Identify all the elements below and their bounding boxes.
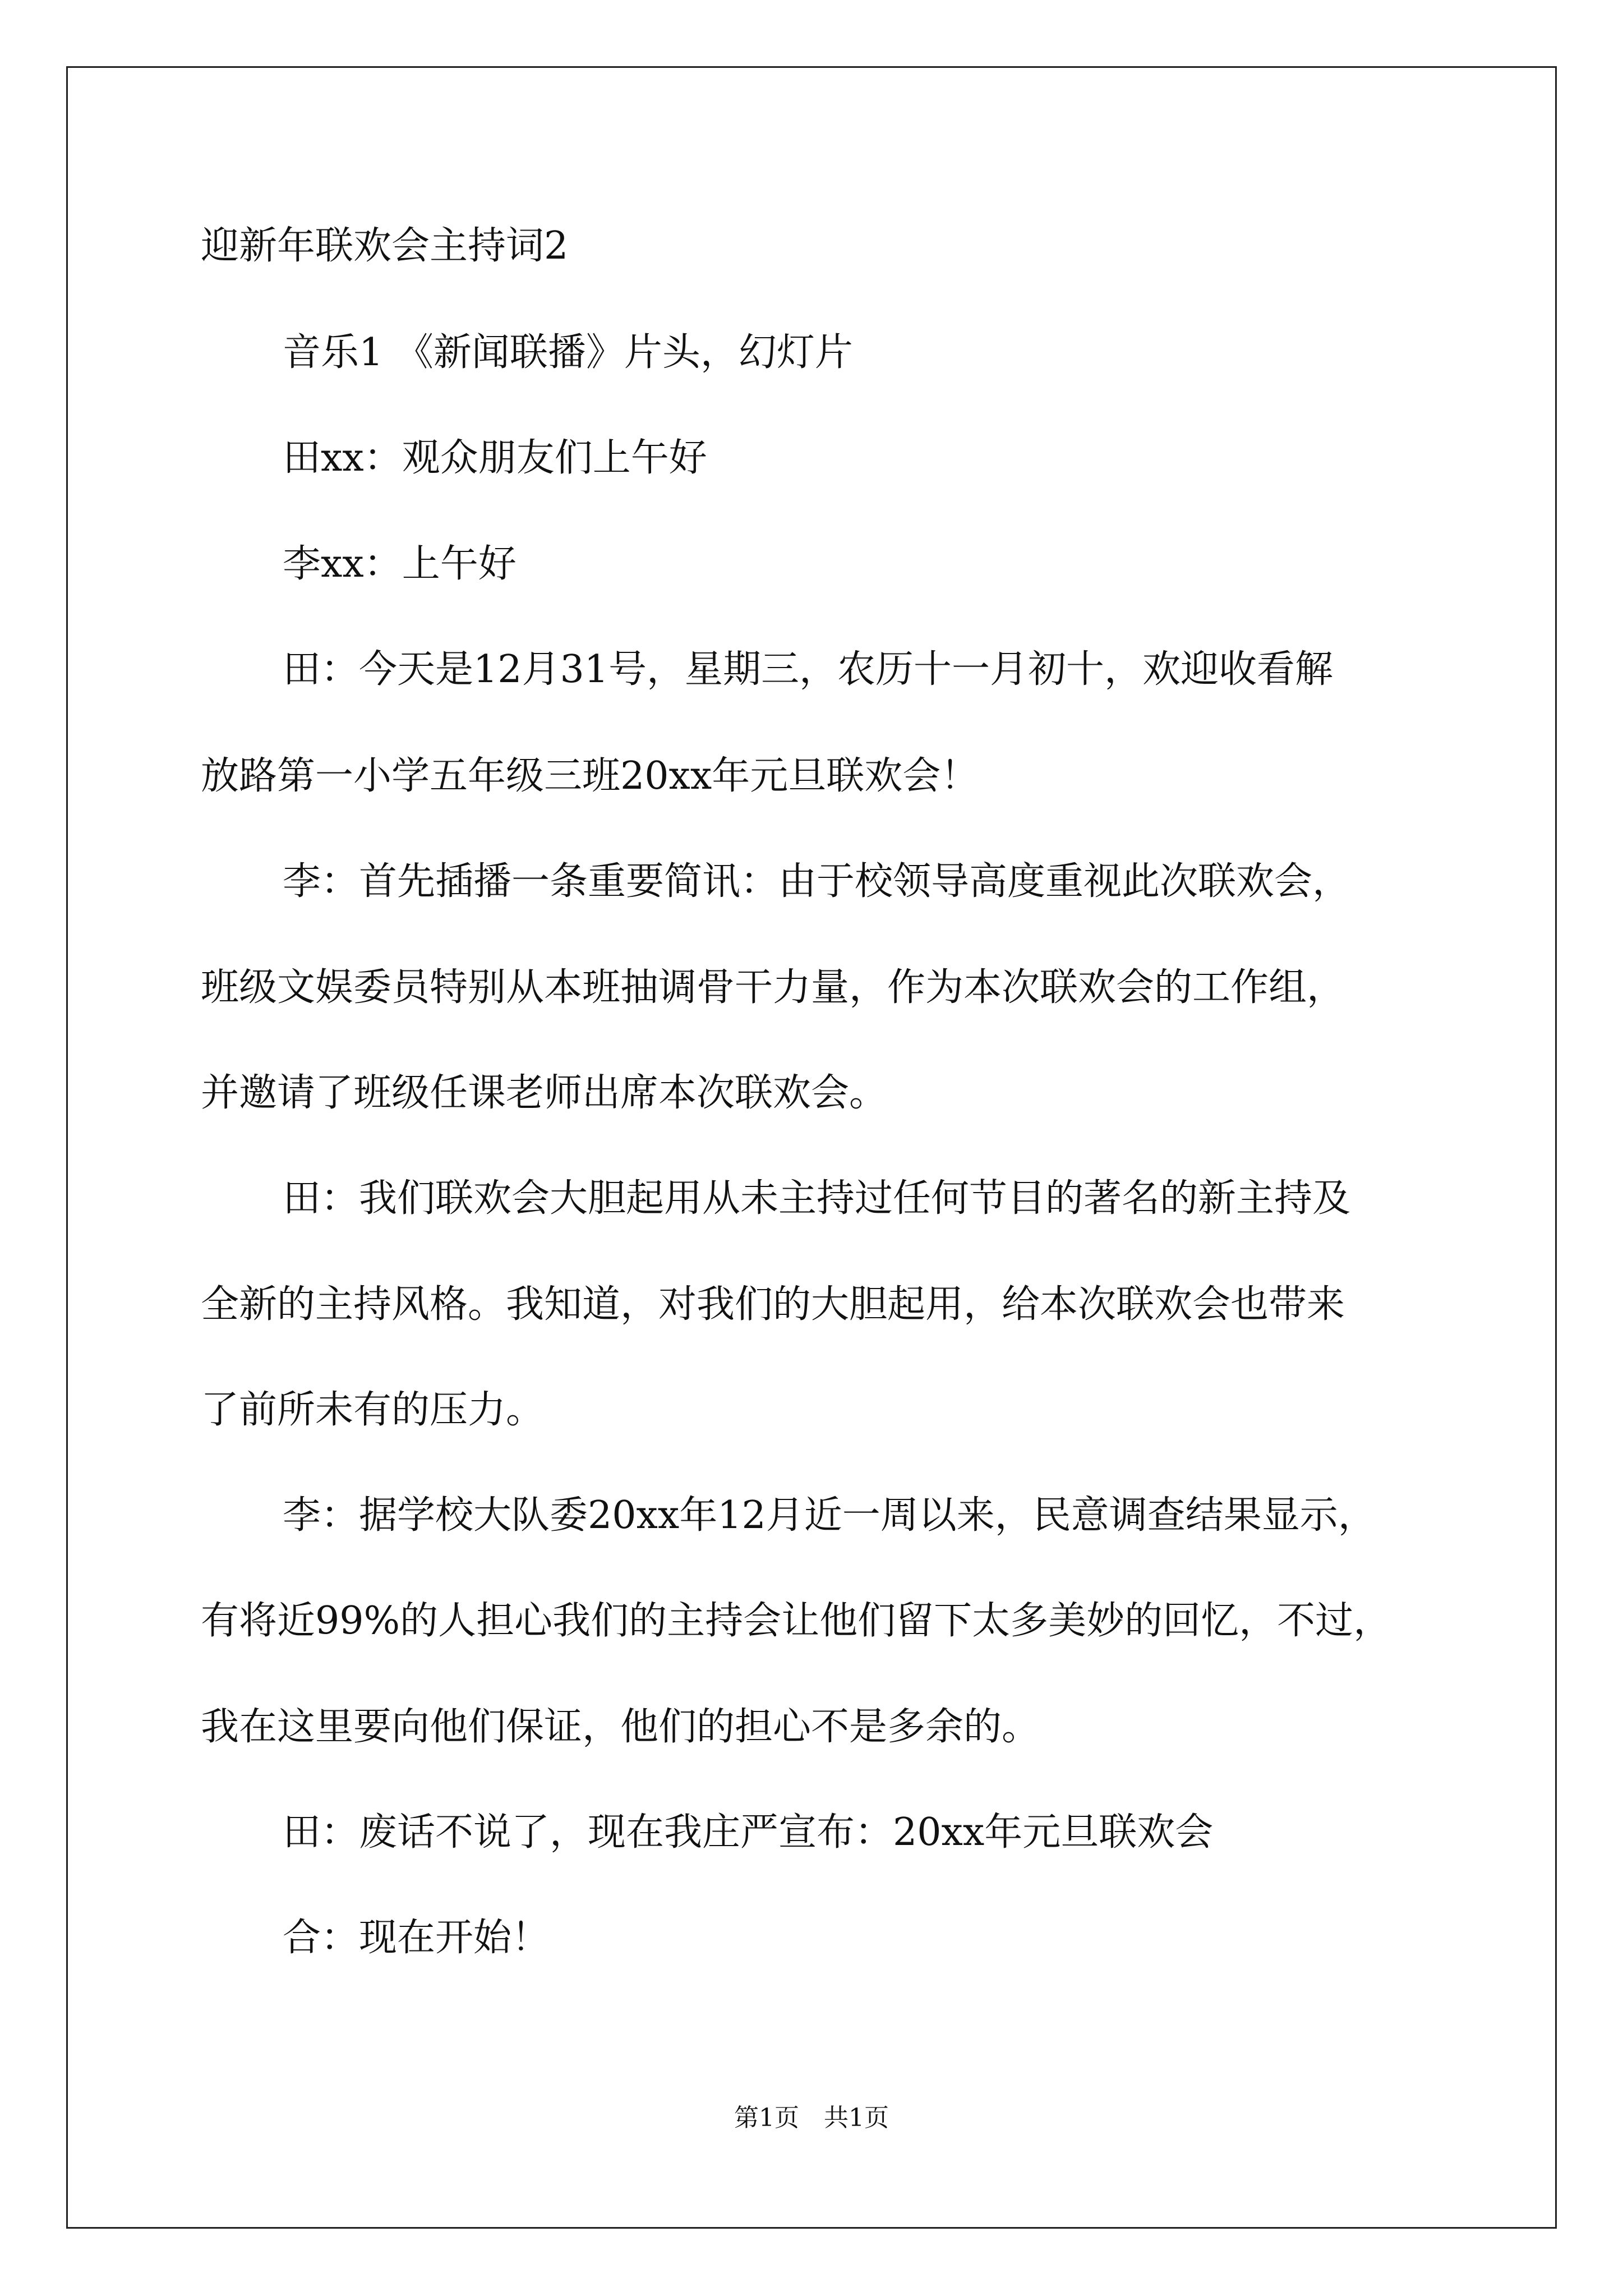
document-title: 迎新年联欢会主持词2 <box>201 224 569 268</box>
text-line: 李：首先插播一条重要简讯：由于校领导高度重视此次联欢会， <box>283 859 1351 904</box>
text-line: 有将近99%的人担心我们的主持会让他们留下太多美妙的回忆，不过， <box>201 1599 1392 1643</box>
text-line: 田：我们联欢会大胆起用从未主持过任何节目的著名的新主持及 <box>283 1176 1351 1221</box>
text-line: 班级文娱委员特别从本班抽调骨干力量，作为本次联欢会的工作组， <box>201 965 1345 1010</box>
text-line: 田：废话不说了，现在我庄严宣布：20xx年元旦联欢会 <box>283 1810 1214 1855</box>
text-line: 并邀请了班级任课老师出席本次联欢会。 <box>201 1071 888 1115</box>
page-footer: 第1页 共1页 <box>734 2104 889 2132</box>
page-border <box>66 66 1557 2229</box>
text-line: 了前所未有的压力。 <box>201 1388 545 1432</box>
text-line: 我在这里要向他们保证，他们的担心不是多余的。 <box>201 1705 1040 1749</box>
text-line: 李xx：上午好 <box>283 542 517 586</box>
text-line: 音乐1 《新闻联播》片头，幻灯片 <box>283 330 853 375</box>
text-line: 田xx：观众朋友们上午好 <box>283 436 707 480</box>
text-line: 李：据学校大队委20xx年12月近一周以来，民意调查结果显示， <box>283 1493 1376 1538</box>
text-line: 合：现在开始！ <box>283 1916 550 1960</box>
text-line: 田：今天是12月31号，星期三，农历十一月初十，欢迎收看解 <box>283 647 1334 692</box>
text-line: 放路第一小学五年级三班20xx年元旦联欢会！ <box>201 754 979 798</box>
text-line: 全新的主持风格。我知道，对我们的大胆起用，给本次联欢会也带来 <box>201 1282 1345 1327</box>
